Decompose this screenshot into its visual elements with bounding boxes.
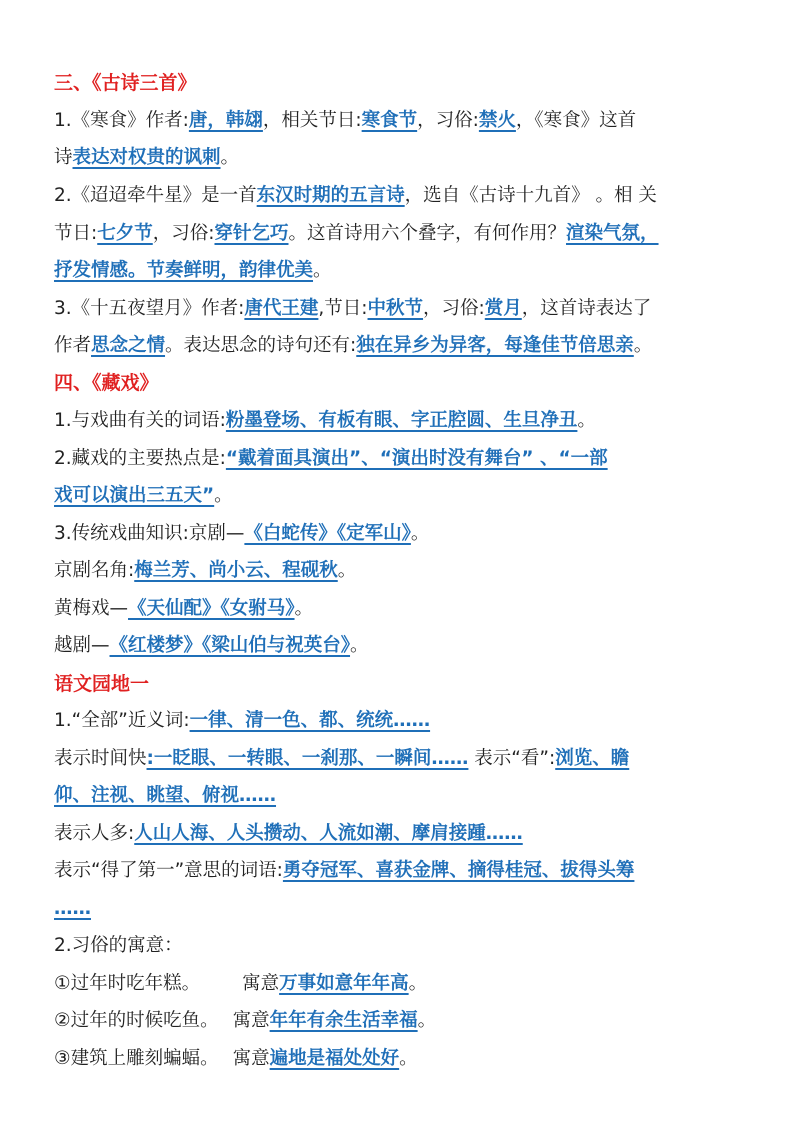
- text: 3.《十五夜望月》作者:: [54, 298, 245, 319]
- answer-genre: 东汉时期的五言诗: [256, 185, 405, 206]
- q-peking-stars: [54, 558, 744, 584]
- answer-synonyms: 一律、清一色、都、统统……: [189, 710, 431, 731]
- answer-custom: 赏月: [484, 298, 522, 319]
- text: ③建筑上雕刻蝙蝠。: [54, 1048, 219, 1069]
- text: ，相关节日:: [262, 110, 362, 131]
- answer-time-fast: :一眨眼、一转眼、一刹那、一瞬间……: [146, 748, 469, 769]
- q-many-people: [54, 821, 744, 847]
- q-custom-meaning: [54, 933, 744, 959]
- row-bat: [54, 1046, 744, 1072]
- answer-plays: 《天仙配》《女驸马》: [128, 598, 295, 619]
- answer-first-place-cont: ……: [54, 898, 91, 919]
- text: 1.《寒食》作者:: [54, 110, 189, 131]
- answer-meaning: 表达对权贵的讽刺: [72, 147, 221, 168]
- answer-festival: 中秋节: [367, 298, 424, 319]
- answer-features: “戴着面具演出”、“演出时没有舞台” 、“一部: [225, 448, 608, 469]
- answer-plays: 《白蛇传》《定军山》: [244, 523, 411, 544]
- q-hanshi-line2: [54, 145, 744, 171]
- text: ，这首诗表达了: [521, 298, 652, 319]
- text: 寓意: [242, 973, 280, 994]
- text: 节日:: [54, 223, 98, 244]
- text: 诗: [54, 147, 73, 168]
- q-opera-words: [54, 408, 744, 434]
- q-opera-features-line2: [54, 483, 744, 509]
- answer-festival: 寒食节: [361, 110, 418, 131]
- text: 。: [337, 560, 357, 581]
- section-title-garden: 语文园地一: [54, 673, 150, 695]
- text: 表示“看”:: [468, 748, 556, 769]
- section-title-tibetan-opera: 四、《藏戏》: [54, 372, 159, 394]
- text: 越剧—: [54, 635, 110, 656]
- q-first-place-line2: [54, 896, 744, 922]
- text: 。: [313, 260, 332, 281]
- text: 寓意: [232, 1010, 270, 1031]
- text: 。: [350, 635, 369, 656]
- q-peking-opera: [54, 521, 744, 547]
- answer-festival: 七夕节: [97, 223, 153, 244]
- answer-words: 粉墨登场、有板有眼、字正腔圆、生旦净丑: [225, 410, 578, 431]
- q-qianniu-line1: [54, 183, 744, 209]
- answer-meaning: 年年有余生活幸福: [269, 1010, 418, 1031]
- text: 表示时间快: [54, 748, 147, 769]
- text: 。: [417, 1010, 437, 1031]
- text: 1.与戏曲有关的词语:: [54, 410, 226, 431]
- text: ,节日:: [318, 298, 368, 319]
- answer-stars: 梅兰芳、尚小云、程砚秋: [134, 560, 338, 581]
- text: ，习俗:: [152, 223, 215, 244]
- q-hanshi-line1: [54, 108, 744, 134]
- text: 黄梅戏—: [54, 598, 129, 619]
- text: 表示人多:: [54, 823, 135, 844]
- section-title-ancient-poems: 三、《古诗三首》: [54, 72, 197, 94]
- q-synonyms: [54, 708, 744, 734]
- answer-look: 浏览、瞻: [555, 748, 630, 769]
- text: 2.藏戏的主要热点是:: [54, 448, 226, 469]
- text: 。这首诗用六个叠字，有何作用？: [288, 223, 567, 244]
- text: 1.“全部”近义词:: [54, 710, 190, 731]
- text: 3.传统戏曲知识:京剧—: [54, 523, 245, 544]
- text: 。: [577, 410, 596, 431]
- answer-author: 唐代王建: [244, 298, 319, 319]
- text: 寓意: [232, 1048, 270, 1069]
- text: 京剧名角:: [54, 560, 135, 581]
- text: 。: [214, 485, 233, 506]
- text: ②过年的时候吃鱼。: [54, 1010, 219, 1031]
- text: 2.《迢迢牵牛星》是一首: [54, 185, 257, 206]
- q-first-place-line1: [54, 858, 744, 884]
- q-huangmei: [54, 596, 744, 622]
- answer-custom: 穿针乞巧: [214, 223, 289, 244]
- answer-meaning: 遍地是福处处好: [269, 1048, 400, 1069]
- row-fish: [54, 1008, 744, 1034]
- answer-look-cont: 仰、注视、眺望、俯视……: [54, 785, 277, 806]
- text: 作者: [54, 335, 92, 356]
- answer-custom: 禁火: [478, 110, 516, 131]
- answer-effect-cont: 抒发情感。节奏鲜明，韵律优美: [54, 260, 314, 281]
- q-time-look-line2: [54, 783, 744, 809]
- text: 。: [408, 973, 428, 994]
- q-wangyue-line1: [54, 296, 744, 322]
- answer-meaning: 万事如意年年高: [279, 973, 409, 994]
- q-qianniu-line2: [54, 221, 744, 247]
- text: 。: [399, 1048, 418, 1069]
- text: ①过年时吃年糕。: [54, 973, 201, 994]
- text: 。: [633, 335, 653, 356]
- text: ，《寒食》这首: [515, 110, 637, 131]
- row-rice-cake: [54, 971, 744, 997]
- text: ，选自《古诗十九首》 。相 关: [404, 185, 657, 206]
- answer-plays: 《红楼梦》《梁山伯与祝英台》: [109, 635, 351, 656]
- answer-many-people: 人山人海、人头攒动、人流如潮、摩肩接踵……: [134, 823, 523, 844]
- q-wangyue-line2: [54, 333, 744, 359]
- text: 。: [410, 523, 430, 544]
- q-qianniu-line3: [54, 258, 744, 284]
- answer-author: 唐，韩翃: [188, 110, 263, 131]
- answer-emotion: 思念之情: [91, 335, 166, 356]
- text: 2.习俗的寓意：: [54, 935, 183, 956]
- answer-verse: 独在异乡为异客，每逢佳节倍思亲: [356, 335, 634, 356]
- text: 。: [220, 147, 240, 168]
- q-opera-features-line1: [54, 446, 744, 472]
- answer-effect: 渲染气氛，: [566, 223, 659, 244]
- text: ，习俗:: [423, 298, 485, 319]
- text: 。: [294, 598, 314, 619]
- q-yueju: [54, 633, 744, 659]
- answer-features-cont: 戏可以演出三五天”: [54, 485, 215, 506]
- text: 表示“得了第一”意思的词语:: [54, 860, 283, 881]
- text: ，习俗:: [417, 110, 479, 131]
- answer-first-place: 勇夺冠军、喜获金牌、摘得桂冠、拔得头筹: [282, 860, 635, 881]
- text: 。表达思念的诗句还有:: [165, 335, 357, 356]
- q-time-look-line1: [54, 746, 744, 772]
